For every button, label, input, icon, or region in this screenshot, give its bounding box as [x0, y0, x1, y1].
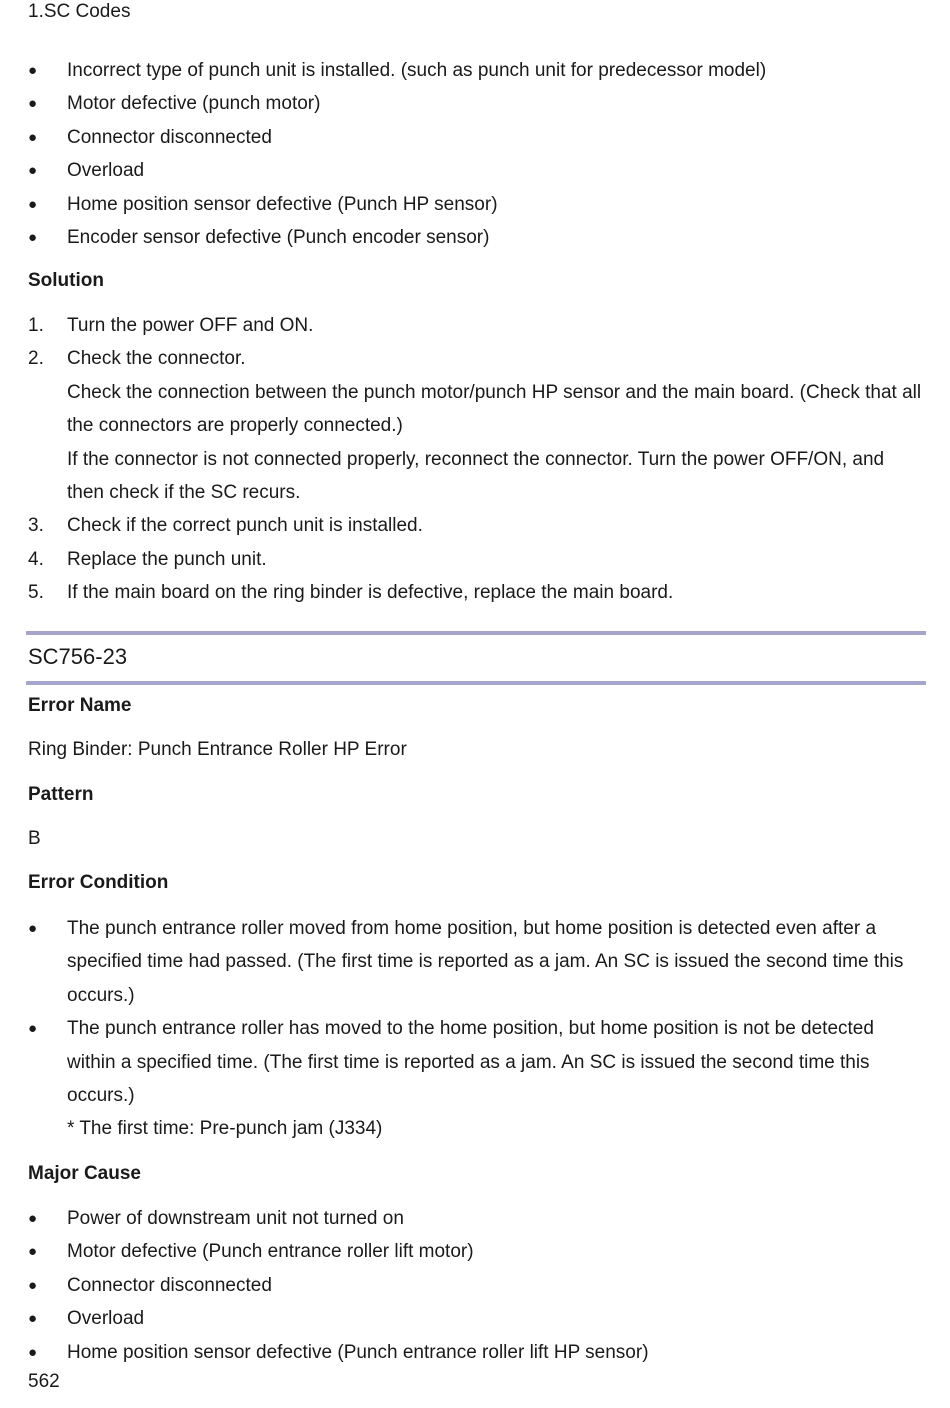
error-condition-heading: Error Condition [28, 872, 169, 893]
error-name-heading: Error Name [28, 695, 132, 716]
list-item: ● Motor defective (punch motor) [28, 87, 923, 120]
section-header: 1.SC Codes [28, 1, 131, 22]
solution-step: 5. If the main board on the ring binder is defective, replace the main board. [28, 582, 674, 604]
error-condition-block [28, 912, 923, 1146]
pattern-heading: Pattern [28, 784, 94, 805]
list-item: ● The punch entrance roller moved from home position, but home position is detected even after a specified time had passed. (The first time is reported as a jam. An SC is issued the second time this occurs.) [28, 912, 923, 1012]
error-name-text: Ring Binder: Punch Entrance Roller HP Error [28, 739, 407, 760]
sc-code-title: SC756-23 [28, 644, 128, 669]
solution-step: 4. Replace the punch unit. [28, 548, 267, 570]
list-item: ● Overload [28, 1302, 923, 1335]
bullet-icon: ● [28, 1343, 38, 1361]
list-item: ● Home position sensor defective (Punch HP sensor) [28, 188, 923, 221]
page-number: 562 [28, 1371, 60, 1392]
pattern-value: B [28, 828, 41, 849]
bullet-icon: ● [28, 162, 38, 180]
list-item: ● Motor defective (Punch entrance roller lift motor) [28, 1235, 923, 1268]
bullet-icon: ● [28, 195, 38, 213]
bullet-icon: ● [28, 229, 38, 247]
bullet-icon: ● [28, 920, 38, 937]
error-condition-list [28, 912, 923, 1146]
bullet-icon: ● [28, 128, 38, 146]
bullet-icon: ● [28, 62, 38, 79]
list-item: ● Connector disconnected [28, 1269, 923, 1302]
list-item: ● Power of downstream unit not turned on [28, 1202, 923, 1235]
solution-step: 1. Turn the power OFF and ON. [28, 315, 314, 336]
list-item: ● Home position sensor defective (Punch entrance roller lift HP sensor) [28, 1336, 923, 1369]
major-cause-list [28, 1202, 923, 1369]
condition-note: * The first time: Pre-punch jam (J334) [67, 1118, 383, 1140]
bullet-icon: ● [28, 1310, 38, 1328]
step-detail: Check the connection between the punch motor/punch HP sensor and the main board. (Check that all the connectors are properly connected.) [67, 381, 922, 437]
solution-steps [28, 309, 923, 610]
bullet-icon: ● [28, 1276, 38, 1294]
list-item: ● Encoder sensor defective (Punch encoder sensor) [28, 221, 923, 254]
solution-step: 2. Check the connector. Check the connection between the punch motor/punch HP sensor and the main board. (Check that all the connectors are properly connected.) If the connector is not connected properly, reconnect the connector. Turn the power OFF/ON, and then check if the SC recurs. [28, 342, 923, 509]
bullet-icon: ● [28, 1020, 38, 1038]
previous-causes-block [28, 54, 923, 254]
major-cause-block [28, 1202, 923, 1369]
list-item: ● Overload [28, 154, 923, 187]
solution-step: 3. Check if the correct punch unit is installed. [28, 515, 423, 537]
solution-block [28, 309, 923, 610]
bullet-icon: ● [28, 1243, 38, 1261]
bullet-icon: ● [28, 95, 38, 113]
list-item: ● The punch entrance roller has moved to the home position, but home position is not be detected within a specified time. (The first time is reported as a jam. An SC is issued the second time this occurs.) * The first time: Pre-punch jam (J334) [28, 1012, 923, 1146]
solution-heading: Solution [28, 270, 104, 291]
list-item: ● Connector disconnected [28, 121, 923, 154]
sc-title-bar [26, 631, 926, 685]
list-item: ● Incorrect type of punch unit is installed. (such as punch unit for predecessor model) [28, 54, 923, 87]
bullet-icon: ● [28, 1210, 38, 1227]
previous-causes-list [28, 54, 923, 254]
step-detail: If the connector is not connected properly, reconnect the connector. Turn the power OFF/ON, and then check if the SC recurs. [67, 448, 885, 504]
major-cause-heading: Major Cause [28, 1163, 141, 1184]
